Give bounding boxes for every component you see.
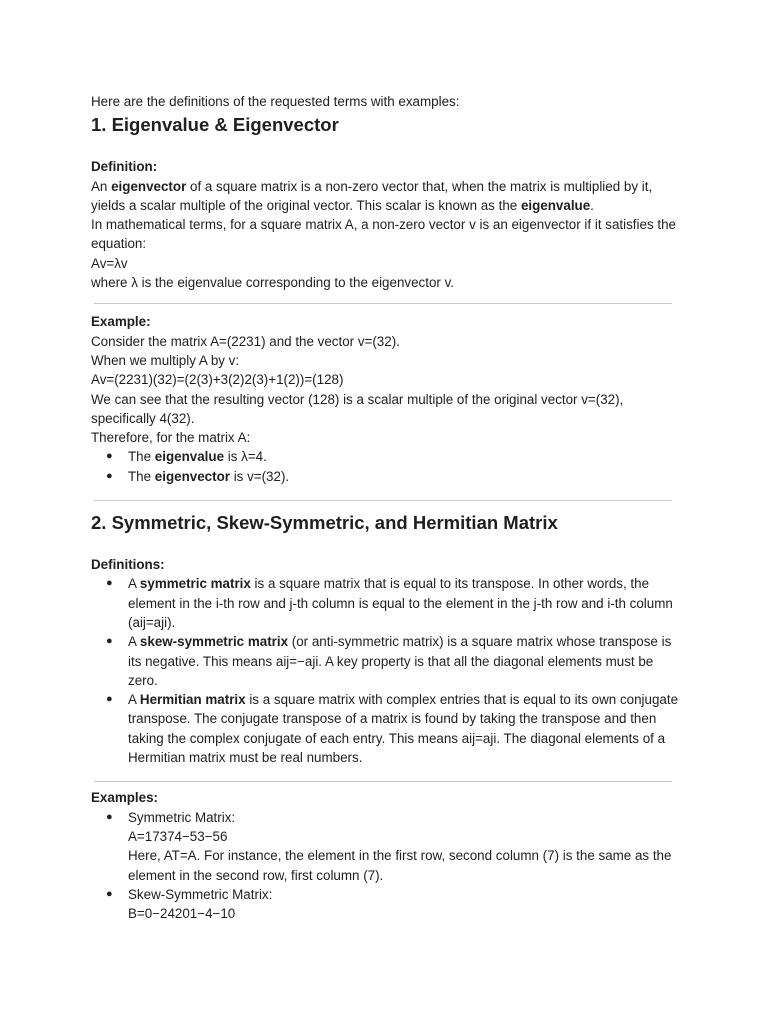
term-eigenvector: eigenvector (111, 178, 187, 194)
term: skew-symmetric matrix (139, 634, 289, 650)
example-title: Skew-Symmetric Matrix: (128, 886, 273, 902)
term-eigenvalue: eigenvalue (520, 197, 591, 213)
intro-text: Here are the definitions of the requested terms with examples: (91, 94, 460, 109)
text: An (91, 178, 112, 194)
example-note: Here, AT=A. For instance, the element in the first row, second column (7) is the same as the element in the second row, first column (7). (128, 848, 672, 883)
text: is a square matrix with complex entries that is equal to its own conjugate transpose. The conjugate transpose of a matrix is found by taking the transpose and then taking the complex conjugate of each entry. This means aij=aji. The diagonal elements of a Hermitian matrix must be real numbers. (128, 692, 679, 766)
example-title: Symmetric Matrix: (128, 809, 236, 825)
list-item (91, 690, 681, 767)
list-item (91, 885, 681, 924)
eigen-result-list (91, 447, 681, 486)
list-item (91, 808, 681, 885)
text: The (128, 468, 155, 484)
text: is λ=4. (224, 449, 267, 465)
term: Hermitian matrix (139, 692, 246, 708)
text: of a square matrix is a non-zero vector that, when the matrix is multiplied by it, yields a scalar multiple of the original vector. This scalar is known as the (91, 178, 653, 213)
example-line-2: When we multiply A by v: (91, 352, 240, 368)
definitions-list (91, 574, 681, 767)
definition-label: Definition: (91, 159, 158, 175)
bullet-icon: ● (106, 469, 113, 482)
example-line-4: We can see that the resulting vector (128) is a scalar multiple of the original vector v=(32), specifically 4(32). (91, 391, 624, 426)
divider (94, 500, 672, 501)
term: symmetric matrix (139, 576, 251, 592)
text: is v=(32). (229, 468, 290, 484)
bullet-icon: ● (106, 810, 113, 823)
section1-heading: 1. Eigenvalue & Eigenvector (91, 114, 339, 136)
divider (94, 781, 672, 782)
example-line-3: Av=(2231)(32)=(2(3)+3(2)2(3)+1(2))=(128) (91, 372, 344, 388)
term: eigenvalue (154, 449, 225, 465)
bullet-icon: ● (106, 887, 113, 900)
list-item (91, 467, 681, 486)
definitions-label: Definitions: (91, 557, 165, 573)
eigen-equation: Av=λv (91, 255, 128, 271)
list-item (91, 632, 681, 690)
math-terms-text: In mathematical terms, for a square matrix A, a non-zero vector v is an eigenvector if it satisfies the equation: (91, 217, 676, 252)
list-item (91, 447, 681, 466)
example-line-5: Therefore, for the matrix A: (91, 430, 251, 446)
text: The (128, 449, 155, 465)
term: eigenvector (154, 468, 230, 484)
text: A (128, 576, 140, 592)
eigenvector-definition (91, 177, 681, 216)
bullet-icon: ● (106, 693, 113, 706)
example-equation: A=17374−53−56 (128, 828, 228, 844)
examples-label: Examples: (91, 790, 158, 806)
text: A (128, 634, 140, 650)
bullet-icon: ● (106, 577, 113, 590)
text: A (128, 692, 140, 708)
list-item (91, 574, 681, 632)
bullet-icon: ● (106, 450, 113, 463)
example-line-1: Consider the matrix A=(2231) and the vector v=(32). (91, 333, 400, 349)
text: (or anti-symmetric matrix) is a square matrix whose transpose is its negative. This means aij=−aji. A key property is that all the diagonal elements must be zero. (128, 634, 672, 688)
divider (94, 303, 672, 304)
examples-list (91, 808, 681, 924)
text: is a square matrix that is equal to its transpose. In other words, the element in the i-th row and j-th column is equal to the element in the j-th row and i-th column (aij=aji). (128, 576, 673, 630)
bullet-icon: ● (106, 635, 113, 648)
text: . (590, 197, 594, 213)
example-label: Example: (91, 314, 151, 330)
section2-heading: 2. Symmetric, Skew-Symmetric, and Hermitian Matrix (91, 512, 558, 534)
eigenvalue-explanation: where λ is the eigenvalue corresponding to the eigenvector v. (91, 275, 455, 291)
document-content (91, 92, 681, 923)
example-equation: B=0−24201−4−10 (128, 906, 236, 922)
